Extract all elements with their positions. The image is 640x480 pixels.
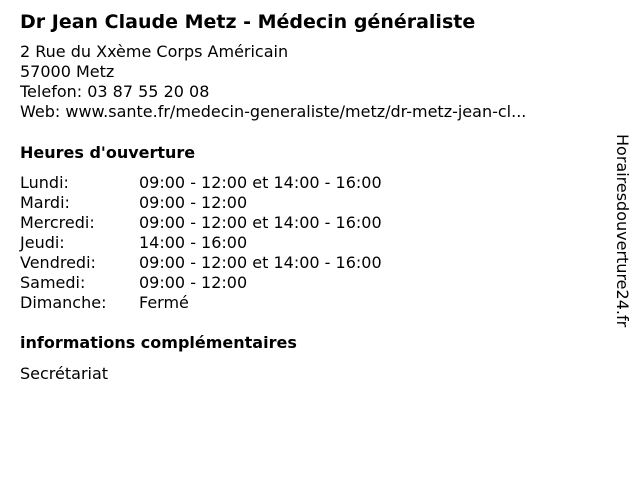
day-label: Samedi:	[20, 273, 86, 292]
hours-row-saturday	[20, 273, 580, 293]
day-label: Mardi:	[20, 193, 70, 212]
additional-info-text: Secrétariat	[20, 364, 109, 383]
additional-info-heading: informations complémentaires	[20, 333, 297, 352]
time-range: 09:00 - 12:00 et 14:00 - 16:00	[139, 173, 382, 192]
time-range: Fermé	[139, 293, 189, 312]
hours-row-tuesday	[20, 193, 580, 213]
day-label: Mercredi:	[20, 213, 95, 232]
phone-number[interactable]: Telefon: 03 87 55 20 08	[20, 82, 210, 101]
day-label: Lundi:	[20, 173, 69, 192]
time-range: 09:00 - 12:00	[139, 193, 248, 212]
opening-hours-heading: Heures d'ouverture	[20, 143, 196, 162]
brand-watermark	[612, 134, 636, 344]
time-range: 09:00 - 12:00	[139, 273, 248, 292]
page-title: Dr Jean Claude Metz - Médecin généraliste	[20, 11, 476, 33]
street-address: 2 Rue du Xxème Corps Américain	[20, 42, 289, 61]
day-label: Dimanche:	[20, 293, 107, 312]
hours-row-wednesday	[20, 213, 580, 233]
day-label: Vendredi:	[20, 253, 96, 272]
time-range: 09:00 - 12:00 et 14:00 - 16:00	[139, 213, 382, 232]
hours-row-monday	[20, 173, 580, 193]
time-range: 14:00 - 16:00	[139, 233, 248, 252]
hours-row-thursday	[20, 233, 580, 253]
hours-row-sunday	[20, 293, 580, 313]
website-link[interactable]: Web: www.sante.fr/medecin-generaliste/metz/dr-metz-jean-cl...	[20, 102, 527, 121]
time-range: 09:00 - 12:00 et 14:00 - 16:00	[139, 253, 382, 272]
hours-row-friday	[20, 253, 580, 273]
city-address: 57000 Metz	[20, 62, 115, 81]
brand-text: Horairesdouverture24.fr	[613, 134, 632, 328]
day-label: Jeudi:	[20, 233, 65, 252]
